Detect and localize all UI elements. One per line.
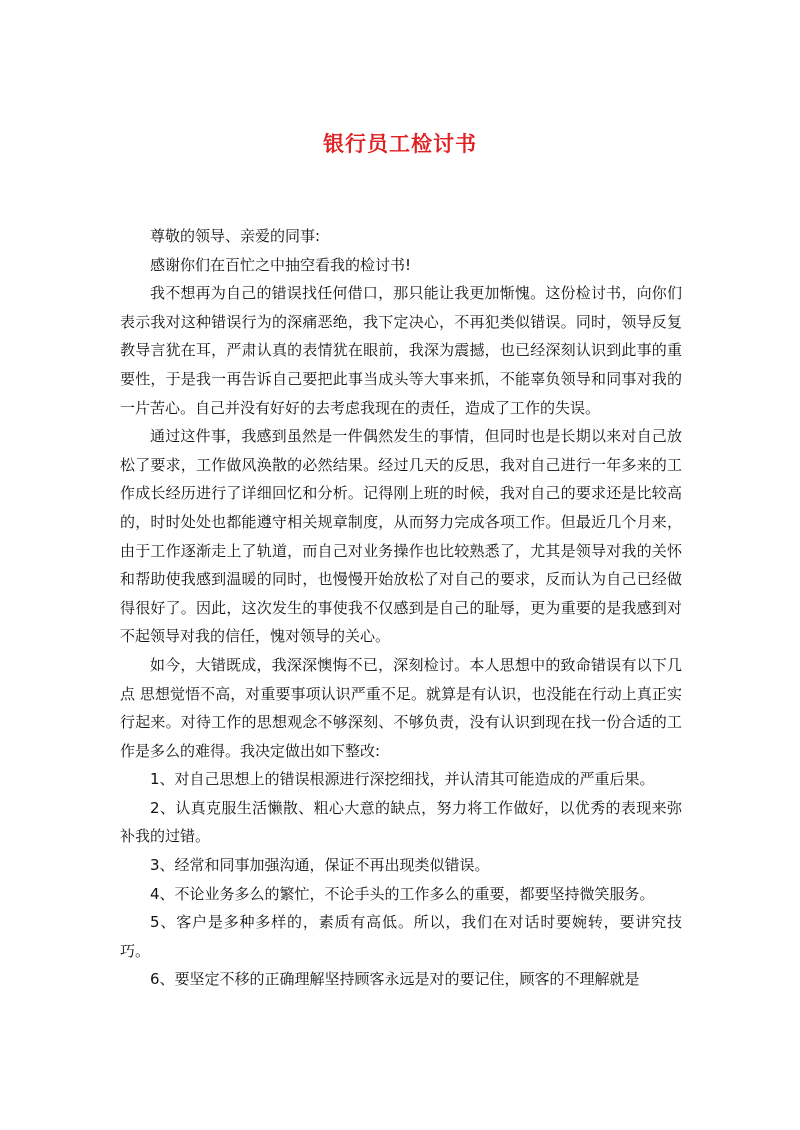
salutation: 尊敬的领导、亲爱的同事: — [150, 227, 321, 245]
list-item: 2、认真克服生活懒散、粗心大意的缺点，努力将工作做好，以优秀的表现来弥补我的过错。 — [120, 798, 682, 846]
body-paragraph: 我不想再为自己的错误找任何借口，那只能让我更加惭愧。这份检讨书，向你们表示我对这种错误行为的深痛恶绝，我下定决心，不再犯类似错误。同时，领导反复教导言犹在耳，严肃认真的表情犹在眼前，我深为震撼，也已经深刻认识到此事的重要性，于是我一再告诉自己要把此事当成头等大事来抓，不能辜负领导和同事对我的一片苦心。自己并没有好好的去考虑我现在的责任，造成了工作的失误。 — [120, 284, 682, 417]
list-item: 4、不论业务多么的繁忙，不论手头的工作多么的重要，都要坚持微笑服务。 — [150, 884, 655, 903]
body-paragraph: 如今，大错既成，我深深懊悔不已，深刻检讨。本人思想中的致命错误有以下几点 思想觉悟不高，对重要事项认识严重不足。就算是有认识，也没能在行动上真正实行起来。对待工作的思想观念不够深刻、不够负责，没有认识到现在找一份合适的工作是多么的难得。我决定做出如下整改: — [120, 655, 682, 760]
document-title: 银行员工检讨书 — [323, 131, 477, 156]
list-item: 5、客户是多种多样的，素质有高低。所以，我们在对话时要婉转，要讲究技巧。 — [120, 913, 682, 960]
document-body — [120, 222, 682, 994]
list-item: 6、要坚定不移的正确理解坚持顾客永远是对的要记住，顾客的不理解就是 — [150, 970, 640, 989]
list-item: 3、经常和同事加强沟通，保证不再出现类似错误。 — [150, 856, 490, 875]
list-item: 1、对自己思想上的错误根源进行深挖细找，并认清其可能造成的严重后果。 — [150, 770, 655, 789]
body-paragraph: 通过这件事，我感到虽然是一件偶然发生的事情，但同时也是长期以来对自己放松了要求，工作做风涣散的必然结果。经过几天的反思，我对自己进行一年多来的工作成长经历进行了详细回忆和分析。记得刚上班的时候，我对自己的要求还是比较高的，时时处处也都能遵守相关规章制度，从而努力完成各项工作。但最近几个月来，由于工作逐渐走上了轨道，而自己对业务操作也比较熟悉了，尤其是领导对我的关怀和帮助使我感到温暖的同时，也慢慢开始放松了对自己的要求，反而认为自己已经做得很好了。因此，这次发生的事使我不仅感到是自己的耻辱，更为重要的是我感到对不起领导对我的信任，愧对领导的关心。 — [120, 427, 682, 646]
thanks-paragraph: 感谢你们在百忙之中抽空看我的检讨书! — [150, 255, 412, 274]
